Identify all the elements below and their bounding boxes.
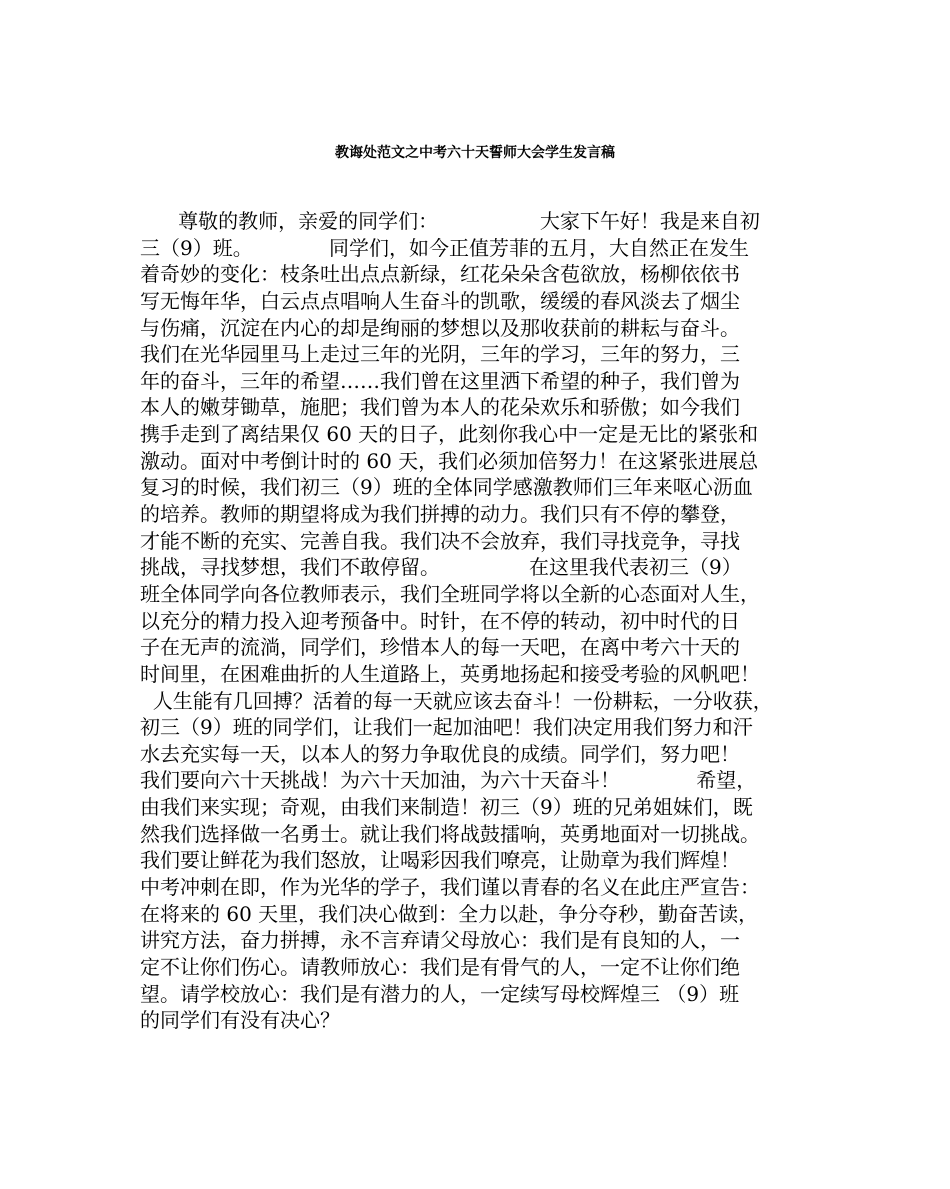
body-line: 才能不断的充实、完善自我。我们决不会放弃，我们寻找竞争，寻找 [140,528,740,553]
document-title: 教诲处范文之中考六十天誓师大会学生发言稿 [335,145,615,161]
body-line: 望。请学校放心：我们是有潜力的人，一定续写母校辉煌三 （9）班 [140,981,740,1006]
body-line: 尊敬的教师，亲爱的同学们： 大家下午好！我是来自初 [140,209,760,233]
body-line: 我们要向六十天挑战！为六十天加油，为六十天奋斗！ 希望， [140,768,757,793]
body-line: 在将来的 60 天里，我们决心做到：全力以赴，争分夺秒，勤奋苦读， [140,901,759,926]
body-line: 的同学们有没有决心？ [140,1008,340,1033]
body-line: 子在无声的流淌，同学们，珍惜本人的每一天吧，在离中考六十天的 [140,635,740,660]
body-line: 激动。面对中考倒计时的 60 天，我们必须加倍努力！在这紧张进展总 [140,448,759,473]
body-line: 携手走到了离结果仅 60 天的日子，此刻你我心中一定是无比的紧张和 [140,422,759,447]
body-line: 写无悔年华，白云点点唱响人生奋斗的凯歌，缓缓的春风淡去了烟尘 [140,288,740,313]
body-line: 本人的嫩芽锄草，施肥；我们曾为本人的花朵欢乐和骄傲；如今我们 [140,395,740,420]
body-line: 然我们选择做一名勇士。就让我们将战鼓擂响，英勇地面对一切挑战。 [140,821,760,846]
body-line: 初三（9）班的同学们，让我们一起加油吧！我们决定用我们努力和汗 [140,715,753,740]
body-line: 我们要让鲜花为我们怒放，让喝彩因我们嘹亮，让勋章为我们辉煌！ [140,848,740,873]
body-line: 定不让你们伤心。请教师放心：我们是有骨气的人，一定不让你们绝 [140,954,740,979]
body-line: 人生能有几回搏？活着的每一天就应该去奋斗！一份耕耘，一分收获， [140,688,773,713]
body-line: 班全体同学向各位教师表示，我们全班同学将以全新的心态面对人生， [140,581,760,606]
body-line: 三（9）班。 同学们，如今正值芳菲的五月，大自然正在发生 [140,235,750,260]
body-line: 由我们来实现；奇观，由我们来制造！初三（9）班的兄弟姐妹们，既 [140,795,753,820]
body-line: 着奇妙的变化：枝条吐出点点新绿，红花朵朵含苞欲放，杨柳依依书 [140,262,740,287]
body-line: 中考冲刺在即，作为光华的学子，我们谨以青春的名义在此庄严宣告： [140,875,760,900]
body-line: 以充分的精力投入迎考预备中。时针，在不停的转动，初中时代的日 [140,608,740,633]
body-line: 的培养。教师的期望将成为我们拼搏的动力。我们只有不停的攀登， [140,502,740,527]
body-line: 我们在光华园里马上走过三年的光阴，三年的学习，三年的努力，三 [140,342,740,367]
body-line: 年的奋斗，三年的希望……我们曾在这里洒下希望的种子，我们曾为 [140,368,740,393]
document-body [140,208,840,1034]
body-line: 时间里，在困难曲折的人生道路上，英勇地扬起和接受考验的风帆吧！ [140,661,760,686]
body-line: 讲究方法，奋力拼搏，永不言弃请父母放心：我们是有良知的人，一 [140,928,740,953]
body-line: 与伤痛，沉淀在内心的却是绚丽的梦想以及那收获前的耕耘与奋斗。 [140,315,740,340]
body-line: 挑战，寻找梦想，我们不敢停留。 在这里我代表初三（9） [140,555,742,580]
body-line: 复习的时候，我们初三（9）班的全体同学感激教师们三年来呕心沥血 [140,475,753,500]
body-line: 水去充实每一天，以本人的努力争取优良的成绩。同学们，努力吧！ [140,741,740,766]
